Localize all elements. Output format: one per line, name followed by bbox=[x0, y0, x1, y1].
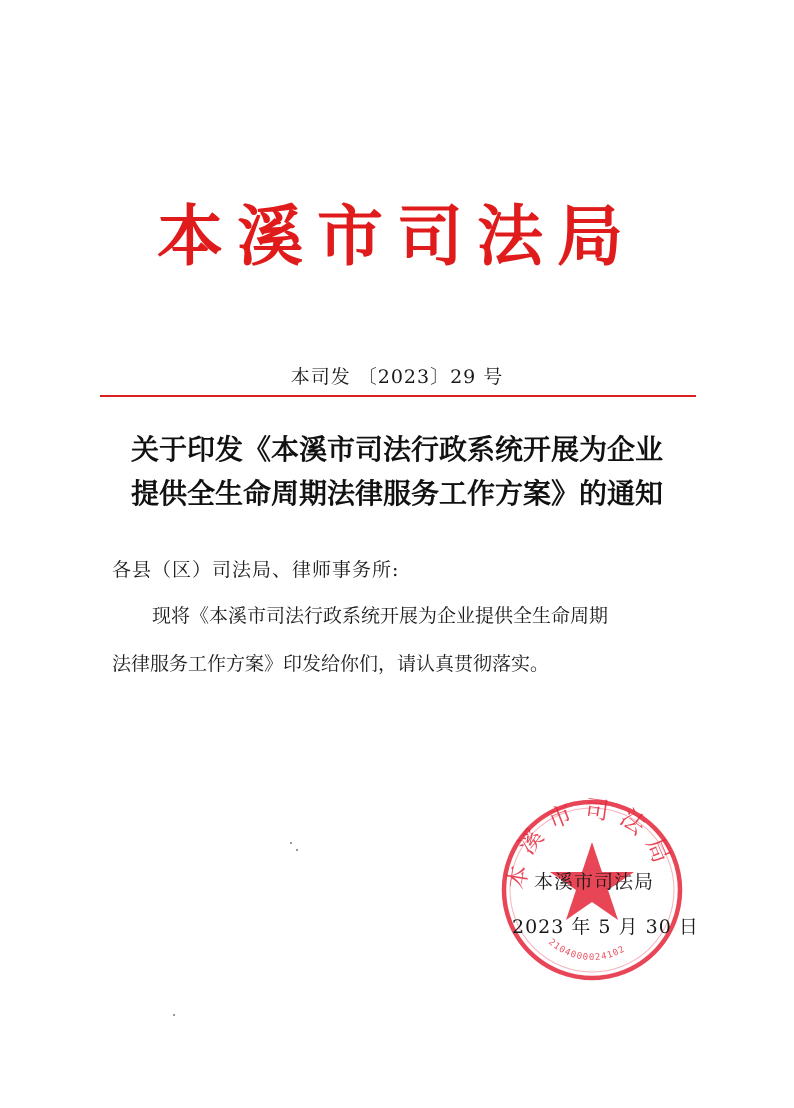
body-paragraph-line-2: 法律服务工作方案》印发给你们，请认真贯彻落实。 bbox=[112, 653, 550, 675]
body-paragraph bbox=[112, 592, 712, 688]
scan-speck bbox=[173, 1014, 175, 1016]
scan-speck bbox=[290, 842, 292, 844]
notice-title-line-2: 提供全生命周期法律服务工作方案》的通知 bbox=[130, 477, 663, 510]
salutation: 各县（区）司法局、律师事务所: bbox=[112, 559, 400, 581]
red-divider-line bbox=[100, 395, 696, 397]
scan-speck bbox=[296, 849, 298, 851]
notice-title bbox=[90, 428, 704, 516]
org-name-header: 本溪市司法局 bbox=[157, 198, 637, 275]
issue-date: 2023 年 5 月 30 日 bbox=[512, 916, 699, 938]
issuer-signature: 本溪市司法局 bbox=[534, 871, 655, 893]
body-paragraph-line-1: 现将《本溪市司法行政系统开展为企业提供全生命周期 bbox=[152, 605, 609, 627]
svg-text:2104000024102: 2104000024102 bbox=[546, 937, 628, 964]
svg-text:本溪市司法局: 本溪市司法局 bbox=[502, 796, 680, 892]
document-number: 本司发 〔2023〕29 号 bbox=[290, 366, 504, 388]
notice-title-line-1: 关于印发《本溪市司法行政系统开展为企业 bbox=[130, 433, 663, 466]
